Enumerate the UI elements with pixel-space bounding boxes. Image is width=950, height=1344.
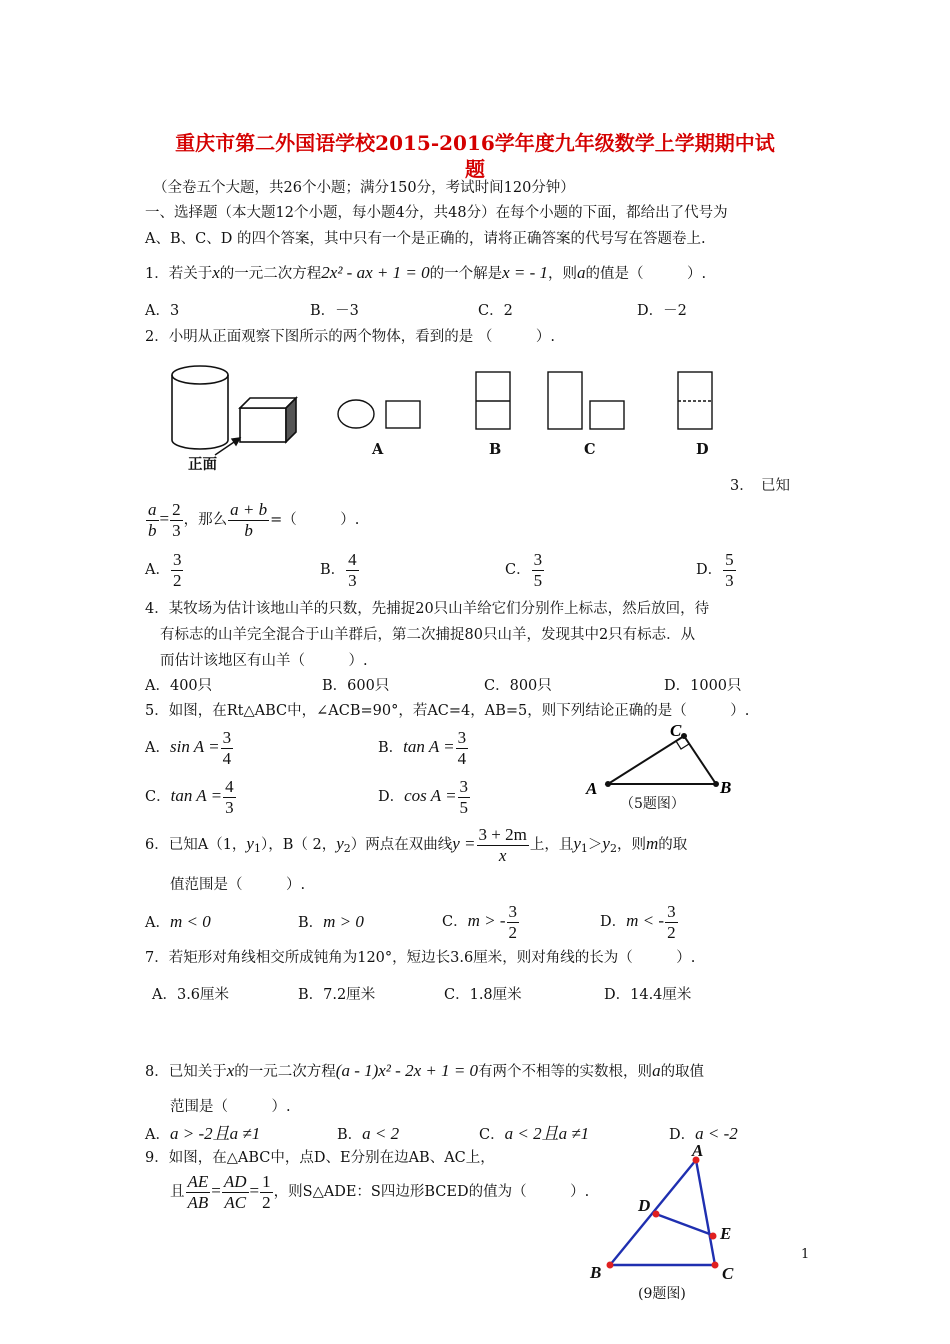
q2-label-b: B (489, 441, 502, 458)
page-number: 1 (801, 1247, 810, 1262)
q3-option-b: B． $\frac{4}{3}$ (320, 550, 357, 590)
q1-solution: x = - 1 (502, 263, 549, 282)
label-c-9: C (722, 1264, 734, 1283)
option-a-figure (338, 400, 420, 428)
label-c: C (670, 721, 682, 740)
page-title-cont: 题 (465, 157, 485, 181)
point-e-9 (710, 1233, 717, 1240)
q9-caption: (9题图) (638, 1286, 686, 1302)
q7-option-c: C．1.8厘米 (444, 987, 522, 1003)
q4-option-d: D．1000只 (664, 678, 742, 694)
q7-stem: 7．若矩形对角线相交所成钝角为120°，短边长3.6厘米，则对角线的长为（ ）. (145, 950, 696, 966)
point-a (605, 781, 611, 787)
q1-option-c: C．2 (478, 303, 513, 319)
q5-option-d: D．cos A = $\frac{3}{5}$ (378, 777, 469, 817)
q5-caption: （5题图） (620, 796, 685, 812)
q8-stem: 8．已知关于x的一元二次方程(a - 1)x² - 2x + 1 = 0有两个不相等的实数根，则a的取值 (145, 1061, 705, 1080)
q4-option-a: A．400只 (145, 678, 213, 694)
q1-stem: 1．若关于x的一元二次方程2x² - ax + 1 = 0的一个解是x = - 1，则a的值是（ ）. (145, 263, 707, 282)
q9-figure (580, 1140, 750, 1290)
q3-option-a: A． $\frac{3}{2}$ (145, 550, 182, 590)
point-c (681, 733, 687, 739)
q1-equation: 2x² - ax + 1 = 0 (321, 263, 430, 282)
front-label: 正面 (188, 457, 217, 473)
q6-option-c: C．m > - $\frac{3}{2}$ (442, 902, 518, 942)
label-b-9: B (590, 1263, 602, 1282)
q9-line1: 9．如图，在△ABC中，点D、E分别在边AB、AC上， (145, 1150, 495, 1166)
point-d-9 (653, 1211, 660, 1218)
q8-option-c: C．a < 2且a ≠1 (479, 1124, 590, 1143)
q8-equation: (a - 1)x² - 2x + 1 = 0 (335, 1061, 479, 1080)
option-b-figure (476, 372, 510, 429)
q1-option-b: B．－3 (310, 303, 359, 319)
q5-stem: 5．如图，在Rt△ABC中，∠ACB=90°，若AC=4，AB=5，则下列结论正确的是（ ）. (145, 703, 750, 719)
point-c-9 (712, 1262, 719, 1269)
q2-label-a: A (372, 441, 384, 458)
q4-option-c: C．800只 (484, 678, 552, 694)
q2-label-c: C (584, 441, 596, 458)
q4-option-b: B．600只 (322, 678, 390, 694)
q5-option-a: A．sin A = $\frac{3}{4}$ (145, 728, 232, 768)
option-d-figure (678, 372, 712, 429)
q4-line1: 4．某牧场为估计该地山羊的只数，先捕捉20只山羊给它们分别作上标志，然后放回，待 (145, 601, 710, 617)
label-a-9: A (692, 1141, 704, 1160)
q6-option-d: D．m < - $\frac{3}{2}$ (600, 902, 676, 942)
label-b: B (720, 778, 732, 797)
point-b-9 (607, 1262, 614, 1269)
q2-stem: 2．小明从正面观察下图所示的两个物体，看到的是 （ ）. (145, 329, 555, 345)
q5-figure (580, 716, 740, 802)
q4-line2: 有标志的山羊完全混合于山羊群后，第二次捕捉80只山羊，发现其中2只有标志．从 (160, 627, 696, 643)
exam-subtitle: （全卷五个大题，共26个小题；满分150分，考试时间120分钟） (153, 180, 575, 196)
q6-line2: 值范围是（ ）. (170, 877, 306, 893)
q2-label-d: D (696, 441, 709, 458)
q3-stem: $\frac{a}{b}$ = $\frac{2}{3}$ ，那么 $\frac{a + b}{b}$ =（ ）. (148, 500, 360, 540)
q3-option-c: C． $\frac{3}{5}$ (505, 550, 543, 590)
q5-option-b: B．tan A = $\frac{3}{4}$ (378, 728, 467, 768)
section1-intro-line1: 一、选择题（本大题12个小题，每小题4分，共48分）在每个小题的下面，都给出了代号为 (145, 205, 728, 221)
page-title: 重庆市第二外国语学校2015-2016学年度九年级数学上学期期中试 (175, 131, 775, 155)
q3-option-d: D． $\frac{5}{3}$ (696, 550, 734, 590)
q1-option-a: A．3 (145, 303, 180, 319)
q5-option-c: C．tan A = $\frac{4}{3}$ (145, 777, 234, 817)
point-b (713, 781, 719, 787)
q4-line3: 而估计该地区有山羊（ ）. (160, 653, 368, 669)
q7-option-d: D．14.4厘米 (604, 987, 692, 1003)
q8-option-d: D．a < -2 (669, 1124, 738, 1143)
label-e-9: E (720, 1224, 732, 1243)
option-c-figure (548, 372, 624, 429)
q2-figure (160, 360, 730, 480)
triangle-abc (608, 736, 716, 784)
q8-option-b: B．a < 2 (337, 1124, 400, 1143)
label-a: A (586, 779, 598, 798)
triangle-abc-9 (610, 1160, 715, 1265)
cylinder-shape (172, 366, 228, 449)
q6-stem: 6．已知A（1，$y_1$），B（ 2，$y_2$）两点在双曲线y = $\frac{3 + 2m}{x}$ 上，且$y_1>y_2$，则m的取 (145, 825, 688, 865)
q3-lead: 3． 已知 (730, 478, 790, 494)
q6-option-b: B．m > 0 (298, 912, 364, 931)
q7-option-b: B．7.2厘米 (298, 987, 376, 1003)
q8-line2: 范围是（ ）. (170, 1099, 291, 1115)
q8-option-a: A．a > -2且a ≠1 (145, 1124, 261, 1143)
q1-option-d: D．－2 (637, 303, 687, 319)
q6-option-a: A．m < 0 (145, 912, 211, 931)
label-d-9: D (638, 1196, 651, 1215)
q9-stem: 且 $\frac{AE}{AB}$ = $\frac{AD}{AC}$ = $\frac{1}{2}$ ，则S△ADE：S四边形BCED的值为（ ）. (170, 1172, 590, 1212)
q7-option-a: A．3.6厘米 (152, 987, 230, 1003)
section1-intro-line2: A、B、C、D 的四个答案，其中只有一个是正确的，请将正确答案的代号写在答题卷上. (145, 231, 706, 247)
cube-shape (240, 398, 296, 442)
